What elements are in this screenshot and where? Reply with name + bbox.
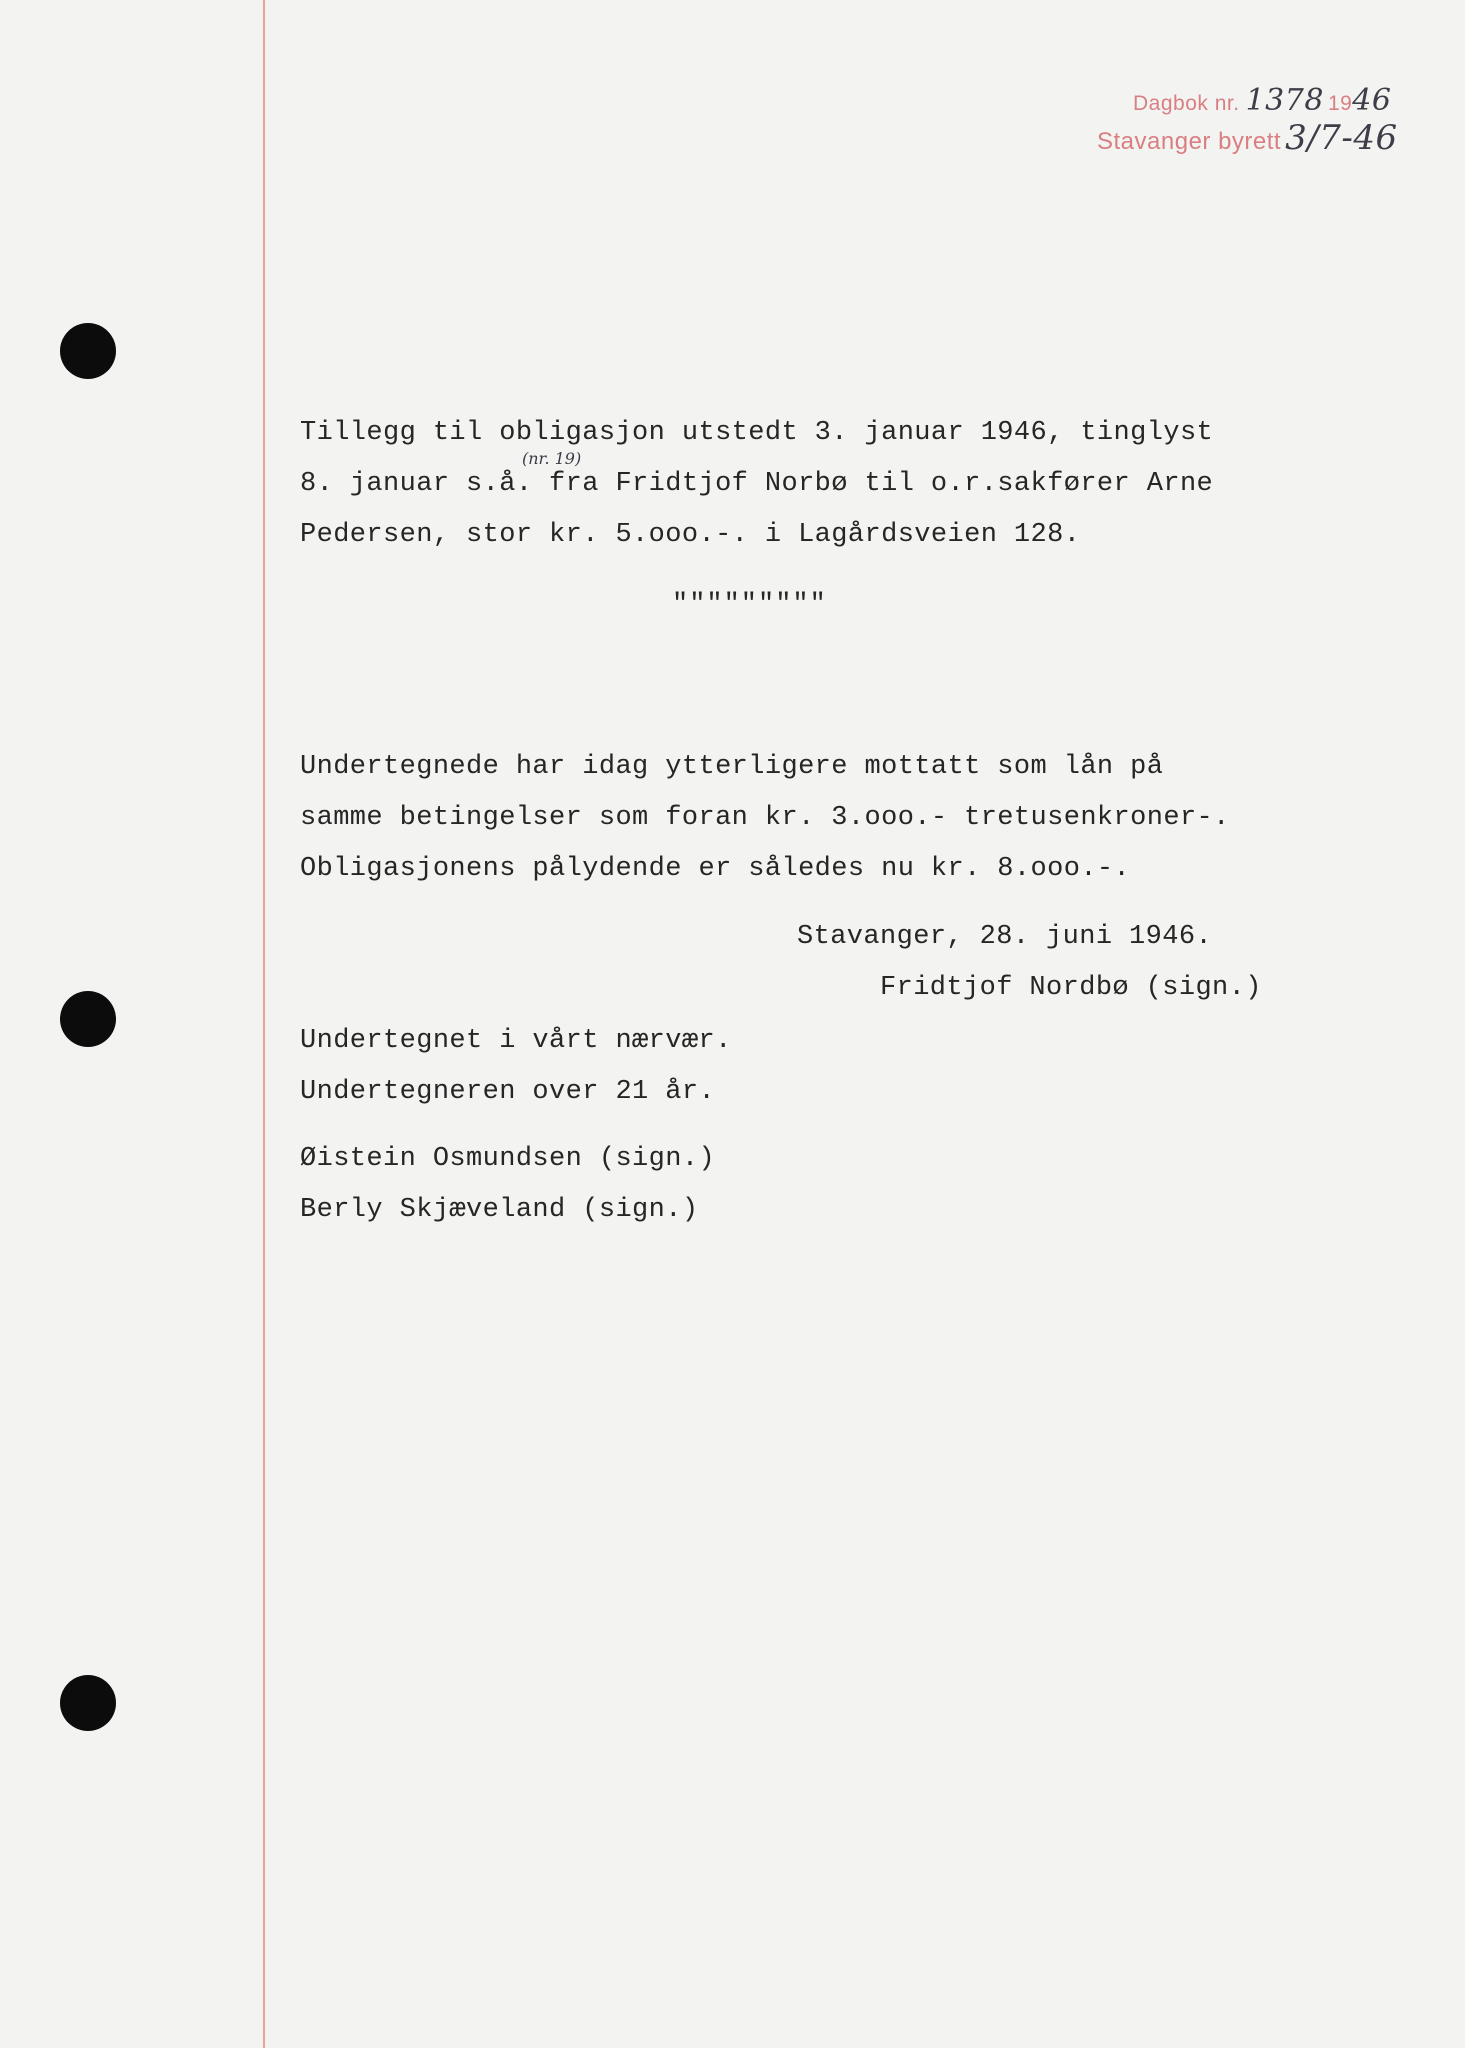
place-and-date: Stavanger, 28. juni 1946. <box>797 922 1213 952</box>
punch-hole <box>60 323 116 379</box>
body-line: 8. januar s.å. fra Fridtjof Norbø til o.r.sakfører Arne <box>300 469 1214 499</box>
dagbok-year-prefix: 19 <box>1327 92 1353 115</box>
margin-rule <box>263 0 265 2048</box>
section-separator: """"""""" <box>672 590 827 620</box>
dagbok-number: 1378 <box>1245 83 1324 118</box>
attestation-line: Undertegnet i vårt nærvær. <box>300 1026 732 1056</box>
body-line: Pedersen, stor kr. 5.ooo.-. i Lagårdsveien 128. <box>300 520 1081 550</box>
attestation-line: Undertegneren over 21 år. <box>300 1077 716 1107</box>
court-name: Stavanger byrett <box>1097 128 1282 155</box>
body-line: Obligasjonens pålydende er således nu kr. 8.ooo.-. <box>300 854 1131 884</box>
dagbok-stamp <box>1133 83 1391 118</box>
dagbok-label: Dagbok nr. <box>1133 92 1240 115</box>
signer-name: Fridtjof Nordbø (sign.) <box>880 973 1262 1003</box>
punch-hole <box>60 1675 116 1731</box>
registration-date: 3/7-46 <box>1285 118 1398 158</box>
body-line: Tillegg til obligasjon utstedt 3. januar 1946, tinglyst <box>300 418 1214 448</box>
dagbok-year-suffix: 46 <box>1352 83 1392 118</box>
witness-signature: Berly Skjæveland (sign.) <box>300 1195 699 1225</box>
punch-hole <box>60 991 116 1047</box>
handwritten-annotation: (nr. 19) <box>522 449 582 468</box>
body-line: Undertegnede har idag ytterligere mottatt som lån på <box>300 752 1164 782</box>
court-stamp <box>1097 118 1398 158</box>
witness-signature: Øistein Osmundsen (sign.) <box>300 1144 716 1174</box>
body-line: samme betingelser som foran kr. 3.ooo.- tretusenkroner-. <box>300 803 1230 833</box>
